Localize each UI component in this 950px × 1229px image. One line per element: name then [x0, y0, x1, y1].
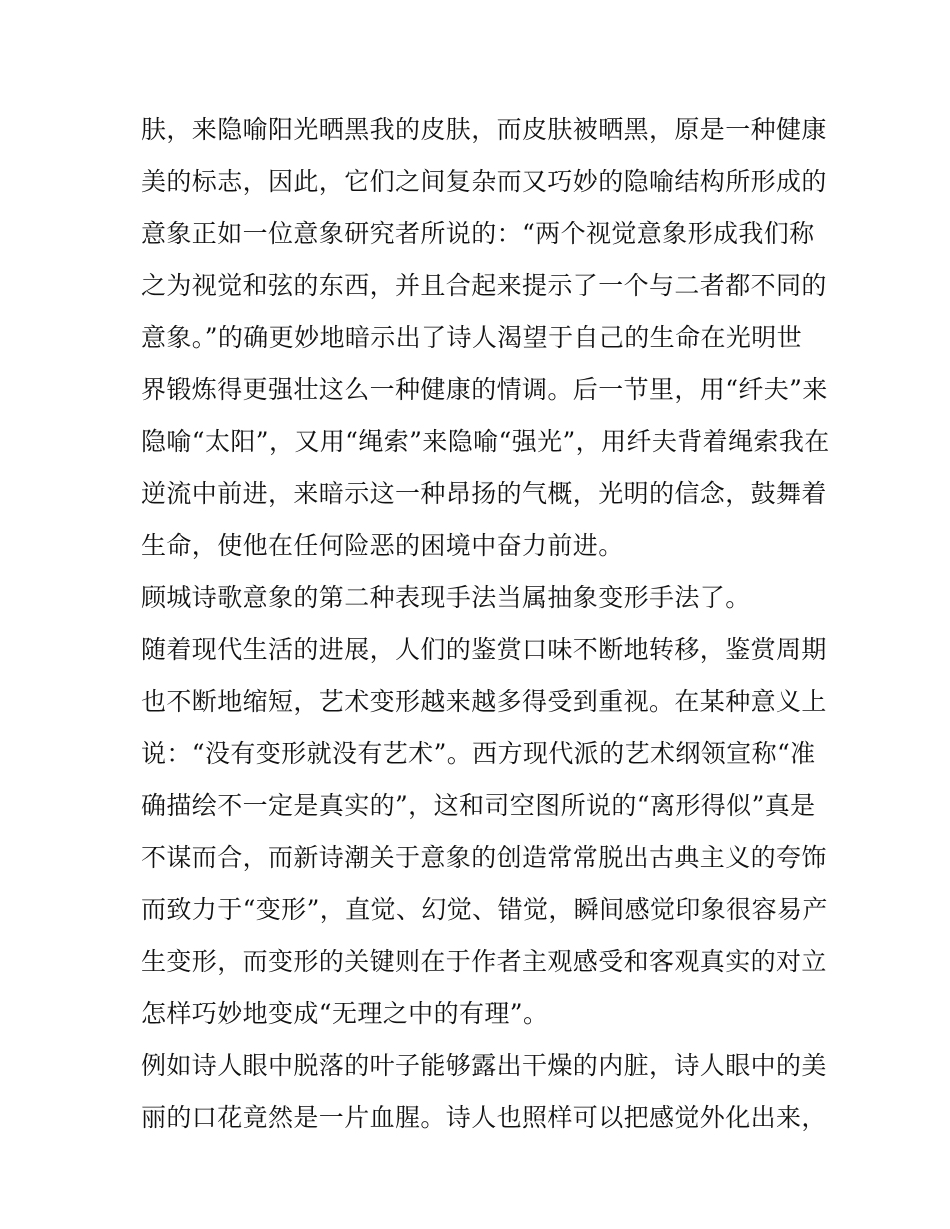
text-line: 意象。”的确更妙地暗示出了诗人渴望于自己的生命在光明世: [141, 323, 803, 352]
text-line: 顾城诗歌意象的第二种表现手法当属抽象变形手法了。: [141, 583, 751, 612]
text-line: 说：“没有变形就没有艺术”。西方现代派的艺术纲领宣称“准: [141, 739, 816, 768]
text-line: 肤，来隐喻阳光晒黑我的皮肤，而皮肤被晒黑，原是一种健康: [141, 115, 827, 144]
text-line: 美的标志，因此，它们之间复杂而又巧妙的隐喻结构所形成的: [141, 167, 827, 196]
text-line: 丽的口花竟然是一片血腥。诗人也照样可以把感觉外化出来，: [141, 1103, 827, 1132]
text-line: 也不断地缩短，艺术变形越来越多得受到重视。在某种意义上: [141, 687, 827, 716]
text-line: 意象正如一位意象研究者所说的：“两个视觉意象形成我们称: [141, 219, 815, 248]
text-line: 逆流中前进，来暗示这一种昂扬的气概，光明的信念，鼓舞着: [141, 479, 827, 508]
text-line: 而致力于“变形”，直觉、幻觉、错觉，瞬间感觉印象很容易产: [141, 895, 828, 924]
text-line: 之为视觉和弦的东西，并且合起来提示了一个与二者都不同的: [141, 271, 827, 300]
text-line: 确描绘不一定是真实的”，这和司空图所说的“离形得似”真是: [141, 791, 816, 820]
text-line: 怎样巧妙地变成“无理之中的有理”。: [141, 999, 549, 1028]
text-line: 生变形，而变形的关键则在于作者主观感受和客观真实的对立: [141, 947, 827, 976]
text-line: 生命，使他在任何险恶的困境中奋力前进。: [141, 531, 624, 560]
text-line: 不谋而合，而新诗潮关于意象的创造常常脱出古典主义的夸饰: [141, 843, 827, 872]
text-line: 随着现代生活的进展，人们的鉴赏口味不断地转移，鉴赏周期: [141, 635, 827, 664]
text-line: 隐喻“太阳”，又用“绳索”来隐喻“强光”，用纤夫背着绳索我在: [141, 427, 830, 456]
text-line: 界锻炼得更强壮这么一种健康的情调。后一节里，用“纤夫”来: [141, 375, 828, 404]
text-line: 例如诗人眼中脱落的叶子能够露出干燥的内脏，诗人眼中的美: [141, 1051, 827, 1080]
